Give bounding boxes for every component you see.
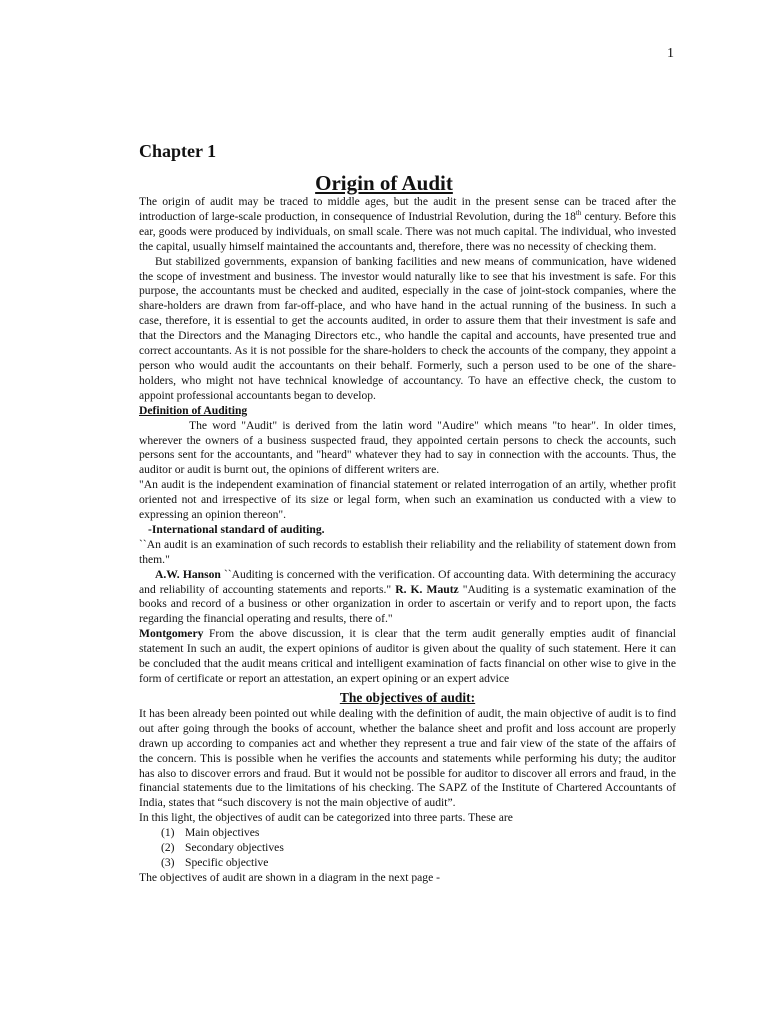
definition-heading-text: Definition of Auditing: [139, 403, 248, 417]
objectives-intro: In this light, the objectives of audit can be categorized into three parts. These are: [139, 811, 513, 825]
paragraph-intro-text: The origin of audit may be traced to middle ages, but the audit in the present sense can be traced after the introduction of large-scale production, in consequence of Industrial Revolution, during the 18: [139, 195, 676, 223]
list-item-number: (2): [161, 841, 175, 855]
hanson-quote: ``Auditing is concerned with the verification. Of accounting data. With determining the accuracy and reliability of accounting statements and reports.": [139, 567, 676, 596]
chapter-heading: Chapter 1: [139, 141, 217, 161]
document-body: [139, 195, 676, 886]
author-hanson: A.W. Hanson: [155, 567, 221, 581]
list-item: [161, 826, 676, 841]
paragraph-montgomery: [139, 627, 676, 687]
author-mautz: R. K. Mautz: [395, 582, 459, 596]
superscript-th: th: [575, 209, 582, 218]
list-item-number: (1): [161, 826, 175, 840]
list-item-text: Specific objective: [185, 855, 269, 869]
list-item: [161, 841, 676, 856]
paragraph-intro-text-cont: century. Before this ear, goods were produced by individuals, on small scale. There was not much capital. The individual, who invested the capital, usually himself maintained the accountants and, therefore, there was no necessity of checking them.: [139, 209, 676, 253]
closing-line: The objectives of audit are shown in a diagram in the next page -: [139, 870, 441, 884]
page-number: 1: [667, 46, 674, 61]
attribution-isa: -International standard of auditing.: [148, 522, 325, 536]
paragraph-growth: But stabilized governments, expansion of banking facilities and new means of communication, have widened the scope of investment and business. The investor would naturally like to see that his investment is safe. For this purpose, the accountants must be checked and audited, especially in the case of joint-stock companies, where the share-holders are drawn from far-off-place, and who have hand in the actual running of the business. In such a case, therefore, it is essential to get the accounts audited, in order to assure them that their investment is safe and that the Directors and the Managing Directors etc., who handle the capital and accounts, have presented true and correct accountants. As it is not possible for the share-holders to check the accounts of the company, they appoint a person who would audit the accountants on their behalf. Formerly, such a person used to be one of the share-holders, who might not have technical knowledge of accountancy. To have an effective check, the custom to appoint professional accountants began to develop.: [139, 254, 676, 402]
page-title: Origin of Audit: [315, 171, 453, 195]
paragraph-objectives: It has been already been pointed out while dealing with the definition of audit, the main objective of audit is to find out after going through the books of account, whether the balance sheet and profit and loss account are properly drawn up according to companies act and whether they represent a true and fair view of the state of the affairs of the concern. This is possible when he verifies the accounts and statements while performing his duty; the auditor has also to discover errors and fraud. But it would not be possible for auditor to discover all errors and fraud, in the financial statements due to the limitations of his checking. The SAPZ of the Institute of Chartered Accountants of India, states that “such discovery is not the main objective of audit”.: [139, 706, 676, 810]
quote-isa: "An audit is the independent examination of financial statement or related interrogation of an artily, whether profit oriented not and irrespective of its size or legal form, when such an examination us conducted with a view to expressing an opinion thereon".: [139, 478, 676, 522]
mautz-quote: "Auditing is a systematic examination of the books and record of a business or other organization in order to ascertain or verify and to report upon, the facts regarding the financial operating and results, there of.": [139, 582, 676, 626]
definition-heading: [139, 404, 676, 419]
list-item-text: Secondary objectives: [185, 841, 284, 855]
montgomery-text: From the above discussion, it is clear that the term audit generally empties audit of financial statement In such an audit, the expert opinions of auditor is given about the quality of such statement. Here it can be concluded that the audit means critical and intelligent examination of facts financial on other wise to give in the form of certificate or report an attestation, an expert opining or an expert advice: [139, 627, 676, 685]
list-item-number: (3): [161, 855, 175, 869]
paragraph-intro: [139, 195, 676, 255]
paragraph-definition: The word "Audit" is derived from the latin word "Audire" which means "to hear". In older times, wherever the owners of a business suspected fraud, they appointed certain persons to check the accounts, such persons sent for the accountants, and "heard" whatever they had to say in connection with the accounts. Thus, the auditor or audit is burnt out, the opinions of different writers are.: [139, 418, 676, 477]
paragraph-hanson-mautz: [139, 568, 676, 628]
quote-reliability: ``An audit is an examination of such records to establish their reliability and the reliability of statement down from them.": [139, 537, 676, 566]
list-item-text: Main objectives: [185, 826, 260, 840]
list-item: [161, 856, 676, 871]
author-montgomery: Montgomery: [139, 627, 204, 641]
objectives-list: [139, 826, 676, 871]
objectives-heading: The objectives of audit:: [339, 689, 476, 705]
